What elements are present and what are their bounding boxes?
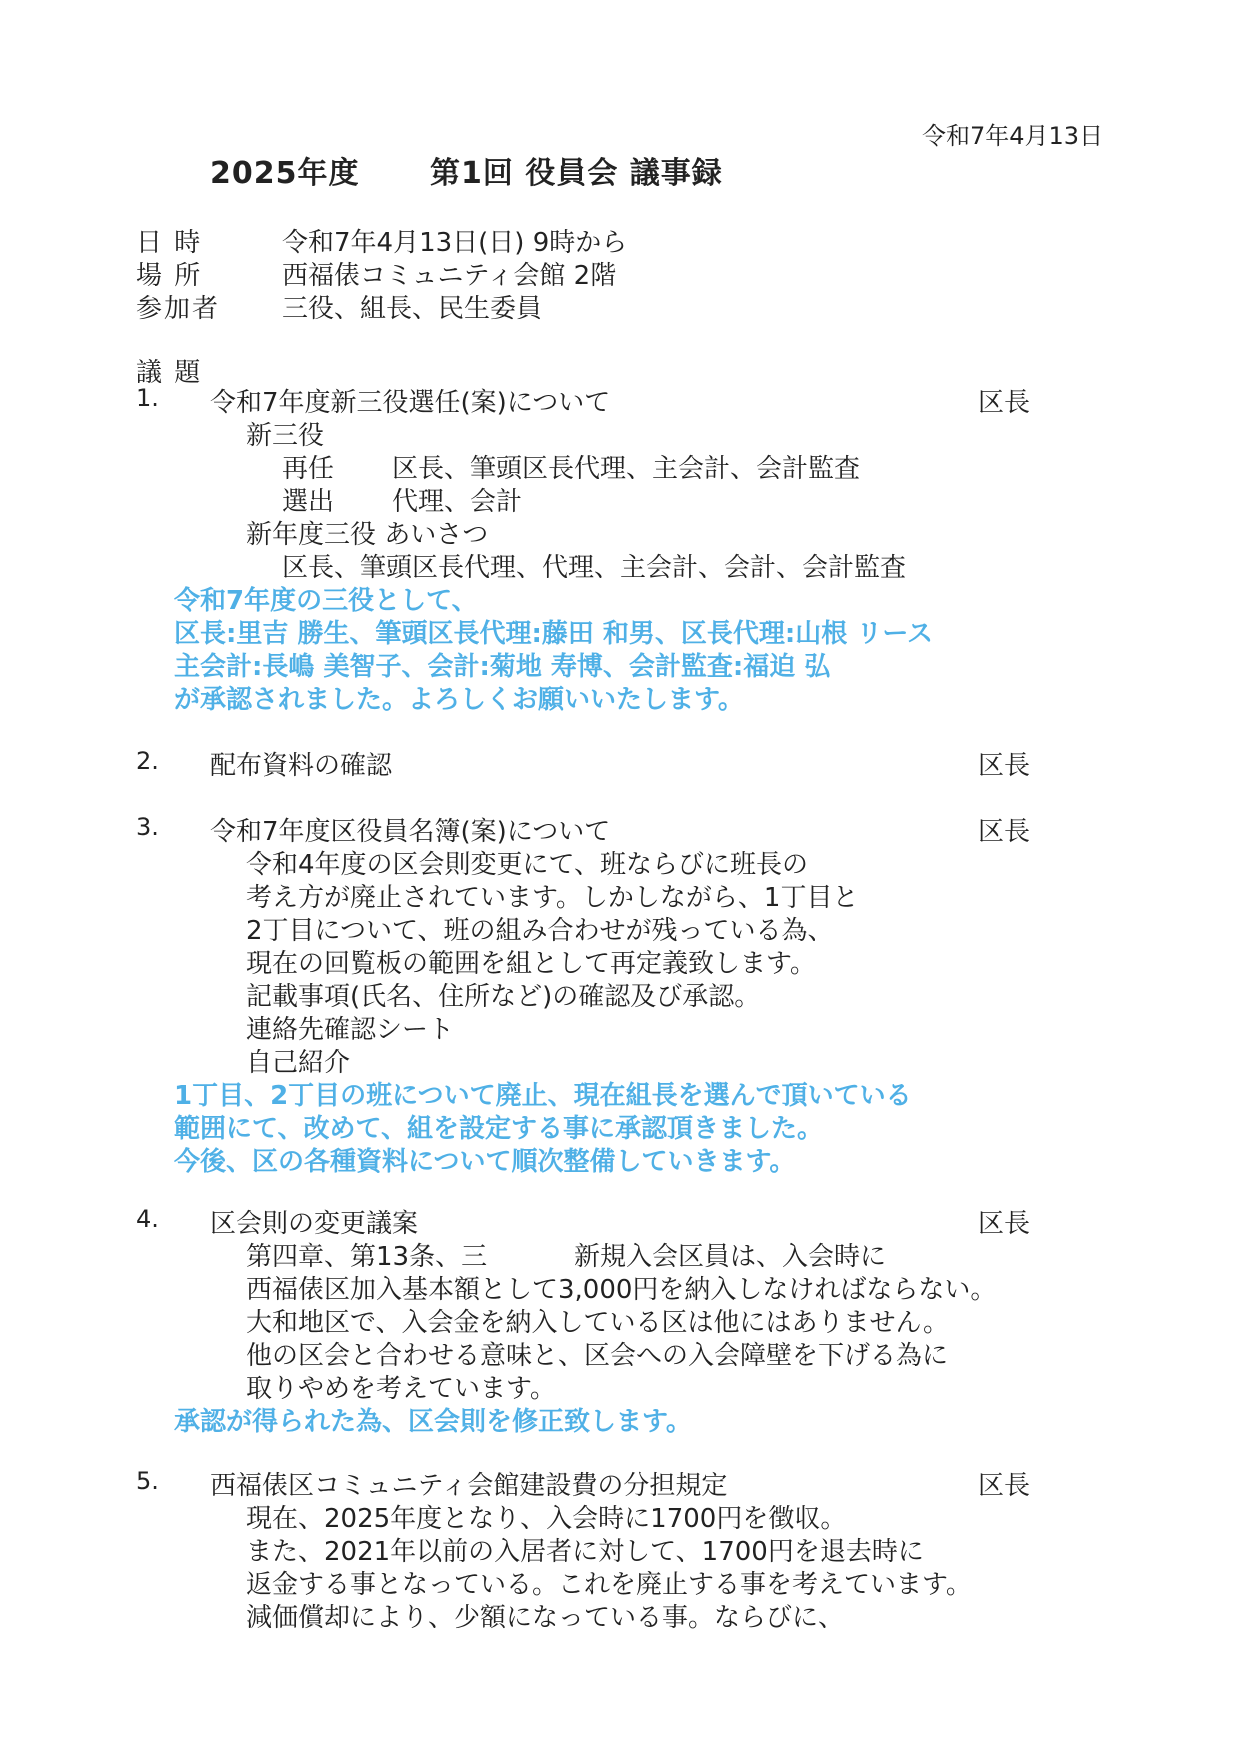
item-2-presenter: 区長 [978,751,1031,781]
item-3-line: 現在の回覧板の範囲を組として再定義致します。 [246,949,816,979]
agenda-heading: 議 題 [136,358,203,388]
item-1-line: 選出 [282,487,335,517]
item-4-title: 区会則の変更議案 [210,1209,419,1239]
item-1-line: 区長、筆頭区長代理、主会計、会計監査 [392,454,861,484]
item-3-presenter: 区長 [978,817,1031,847]
item-4-line: 他の区会と合わせる意味と、区会への入会障壁を下げる為に [246,1341,949,1371]
item-3-line: 記載事項(氏名、住所など)の確認及び承認。 [246,982,761,1012]
item-1-number: 1. [136,384,159,412]
item-3-note: 1丁目、2丁目の班について廃止、現在組長を選んで頂いている [174,1081,912,1111]
item-2-title: 配布資料の確認 [210,751,393,781]
item-5-line: 返金する事となっている。これを廃止する事を考えています。 [246,1570,972,1600]
item-4-number: 4. [136,1205,159,1233]
item-1-note: 主会計:長嶋 美智子、会計:菊地 寿博、会計監査:福迫 弘 [174,652,831,682]
document-date: 令和7年4月13日 [922,122,1104,150]
item-4-line: 第四章、第13条、三 [246,1242,488,1272]
item-3-line: 考え方が廃止されています。しかしながら、1丁目と [246,883,859,913]
item-1-presenter: 区長 [978,388,1031,418]
item-1-line: 新年度三役 あいさつ [246,520,489,550]
item-4-line: 新規入会区員は、入会時に [574,1242,887,1272]
item-1-title: 令和7年度新三役選任(案)について [210,388,611,418]
info-value-datetime: 令和7年4月13日(日) 9時から [282,228,628,258]
item-5-number: 5. [136,1467,159,1495]
info-value-attendees: 三役、組長、民生委員 [282,294,543,324]
item-3-line: 連絡先確認シート [246,1015,455,1045]
item-4-line: 大和地区で、入会金を納入している区は他にはありません。 [246,1308,950,1338]
info-label-place: 場 所 [136,261,203,291]
item-4-note: 承認が得られた為、区会則を修正致します。 [174,1407,692,1437]
title-year: 2025年度 [210,156,360,191]
item-3-line: 令和4年度の区会則変更にて、班ならびに班長の [246,850,809,880]
info-value-place: 西福俵コミュニティ会館 2階 [282,261,617,291]
page-title: 第1回 役員会 議事録 [430,156,723,191]
item-5-presenter: 区長 [978,1471,1031,1501]
item-1-note: が承認されました。よろしくお願いいたします。 [174,685,744,715]
item-2-number: 2. [136,747,159,775]
info-label-attendees: 参加者 [136,294,221,324]
item-3-line: 2丁目について、班の組み合わせが残っている為、 [246,916,834,946]
item-4-line: 西福俵区加入基本額として3,000円を納入しなければならない。 [246,1275,997,1305]
item-1-line: 代理、会計 [392,487,523,517]
item-3-number: 3. [136,813,159,841]
item-1-line: 区長、筆頭区長代理、代理、主会計、会計、会計監査 [282,553,907,583]
item-5-line: 現在、2025年度となり、入会時に1700円を徴収。 [246,1504,847,1534]
item-5-line: また、2021年以前の入居者に対して、1700円を退去時に [246,1537,924,1567]
info-label-datetime: 日 時 [136,228,203,258]
item-5-title: 西福俵区コミュニティ会館建設費の分担規定 [210,1471,728,1501]
item-4-line: 取りやめを考えています。 [246,1374,556,1404]
item-1-note: 区長:里吉 勝生、筆頭区長代理:藤田 和男、区長代理:山根 リース [174,619,934,649]
item-1-note: 令和7年度の三役として、 [174,586,478,616]
item-3-note: 今後、区の各種資料について順次整備していきます。 [174,1147,796,1177]
item-1-line: 新三役 [246,421,325,451]
item-3-line: 自己紹介 [246,1048,351,1078]
item-1-line: 再任 [282,454,335,484]
item-5-line: 減価償却により、少額になっている事。ならびに、 [246,1603,845,1633]
item-3-note: 範囲にて、改めて、組を設定する事に承認頂きました。 [174,1114,823,1144]
item-4-presenter: 区長 [978,1209,1031,1239]
item-3-title: 令和7年度区役員名簿(案)について [210,817,611,847]
